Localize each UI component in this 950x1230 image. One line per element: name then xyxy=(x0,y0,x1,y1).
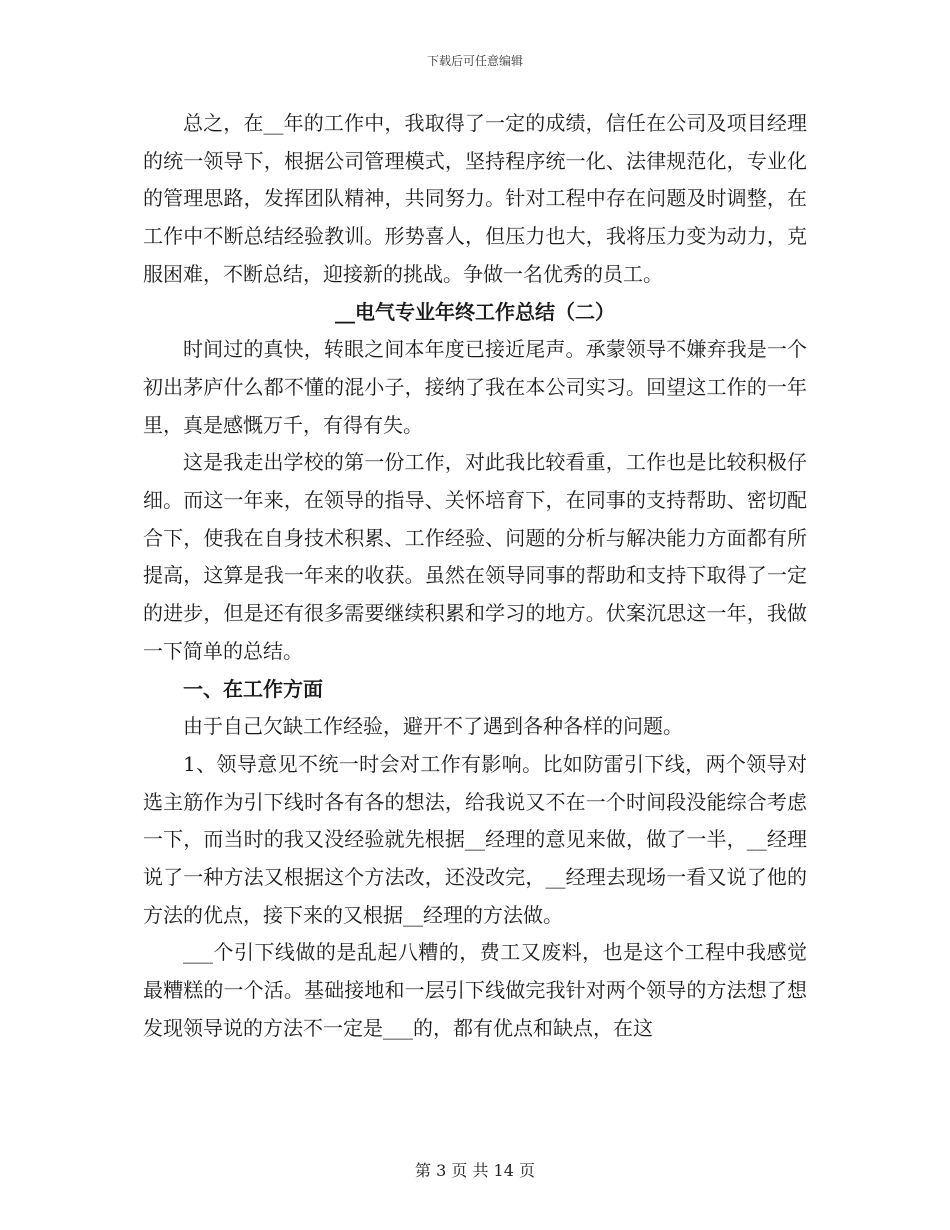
section-title: __电气专业年终工作总结（二） xyxy=(335,299,615,324)
paragraph-first-job: 这是我走出学校的第一份工作，对此我比较看重，工作也是比较积极仔细。而这一年来，在领导的指导、关怀培育下，在同事的支持帮助、密切配合下，使我在自身技术积累、工作经验、问题的分析与解决能力方面都有所提高，这算是我一年来的收获。虽然在领导同事的帮助和支持下取得了一定的进步，但是还有很多需要继续积累和学习的地方。伏案沉思这一年，我做一下简单的总结。 xyxy=(143,450,807,663)
document-body xyxy=(143,105,807,1048)
paragraph-downlead: ___个引下线做的是乱起八糟的，费工又废料，也是这个工程中我感觉最糟糕的一个活。基础接地和一层引下线做完我针对两个领导的方法想了想发现领导说的方法不一定是___的，都有优点和缺点，在这 xyxy=(143,940,807,1040)
paragraph-item-1: 1、领导意见不统一时会对工作有影响。比如防雷引下线，两个领导对选主筋作为引下线时各有各的想法，给我说又不在一个时间段没能综合考虑一下，而当时的我又没经验就先根据__经理的意见来做，做了一半，__经理说了一种方法又根据这个方法改，还没改完，__经理去现场一看又说了他的方法的优点，接下来的又根据__经理的方法做。 xyxy=(143,751,807,927)
paragraph-intro: 时间过的真快，转眼之间本年度已接近尾声。承蒙领导不嫌弃我是一个初出茅庐什么都不懂的混小子，接纳了我在本公司实习。回望这工作的一年里，真是感慨万千，有得有失。 xyxy=(143,337,807,437)
page-number: 第 3 页 共 14 页 xyxy=(415,1161,535,1180)
paragraph-lack-experience: 由于自己欠缺工作经验，避开不了遇到各种各样的问题。 xyxy=(183,714,683,739)
paragraph-conclusion: 总之，在__年的工作中，我取得了一定的成绩，信任在公司及项目经理的统一领导下，根据公司管理模式，坚持程序统一化、法律规范化，专业化的管理思路，发挥团队精神，共同努力。针对工程中存在问题及时调整，在工作中不断总结经验教训。形势喜人，但压力也大，我将压力变为动力，克服困难，不断总结，迎接新的挑战。争做一名优秀的员工。 xyxy=(143,111,807,286)
page-header-note: 下载后可任意编辑 xyxy=(426,54,523,68)
heading-work-aspect: 一、在工作方面 xyxy=(183,676,323,701)
